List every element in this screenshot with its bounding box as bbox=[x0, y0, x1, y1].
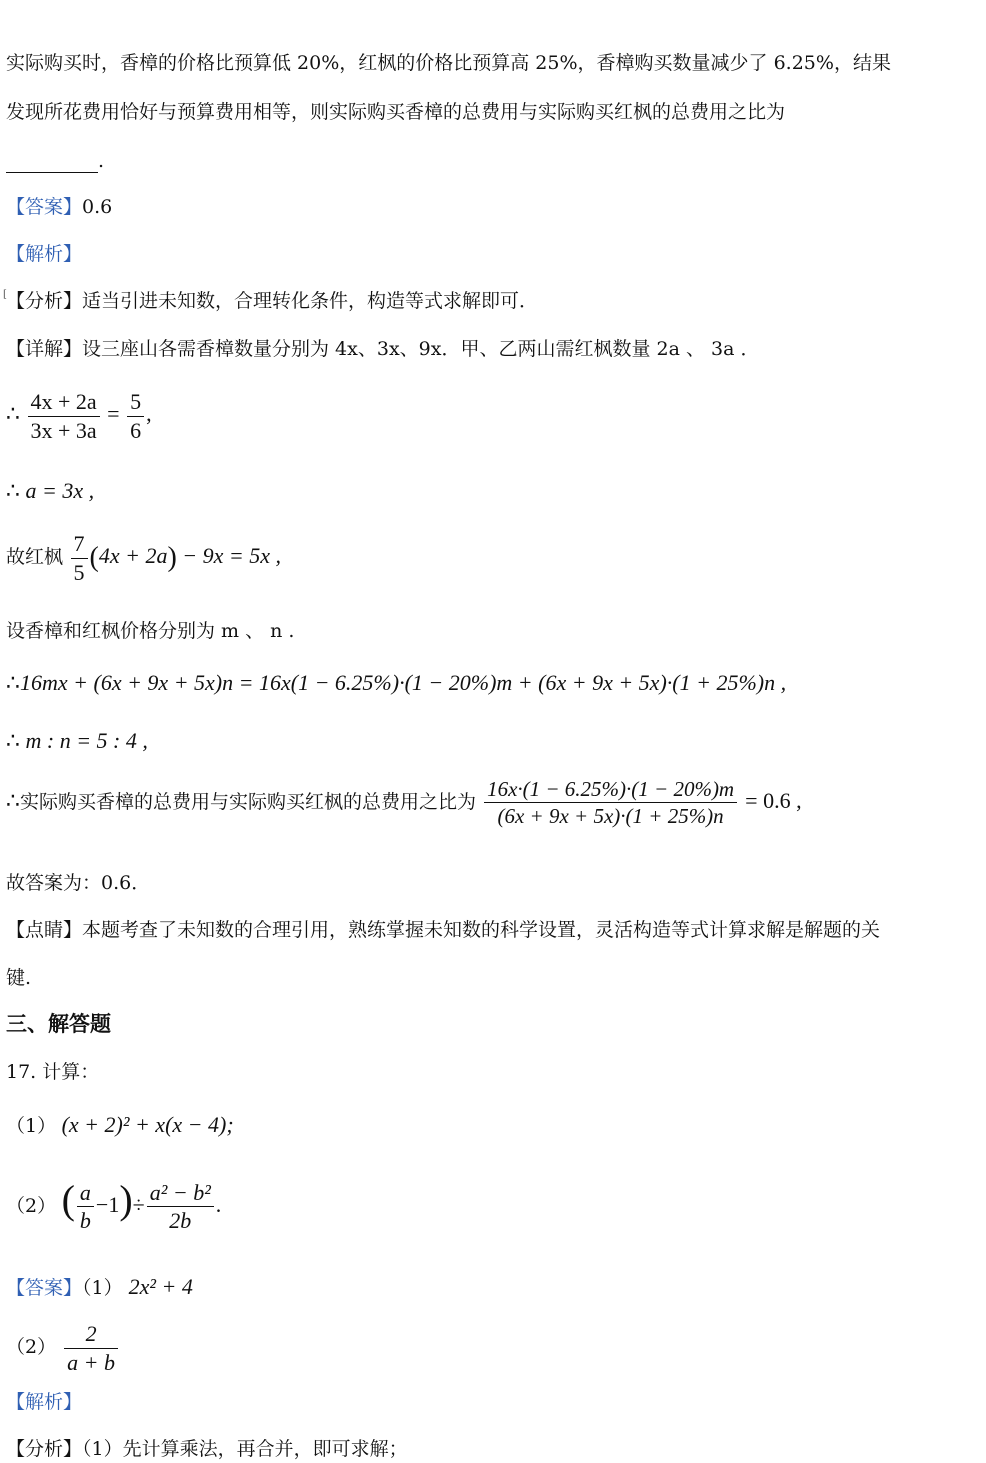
eq1-denominator: 3x + 3a bbox=[28, 416, 100, 445]
eq3-inner: 4x + 2a bbox=[98, 543, 168, 569]
xiangjie-text: 设三座山各需香樟数量分别为 4x、3x、9x．甲、乙两山需红枫数量 2a 、 3a ． bbox=[82, 338, 760, 360]
answer-blank bbox=[6, 156, 98, 173]
therefore-symbol: ∴ bbox=[6, 671, 20, 696]
section-title: 三、解答题 bbox=[6, 1012, 111, 1036]
answer-value: 0.6 bbox=[82, 196, 113, 218]
eq1-fraction-right bbox=[127, 388, 144, 444]
question-17-stem: 17. 计算： bbox=[6, 1061, 100, 1083]
part-2-end: . bbox=[215, 1192, 222, 1217]
question-17-part-2 bbox=[6, 1176, 221, 1235]
jiexi-17-tag: 【解析】 bbox=[6, 1391, 83, 1413]
paren-open: ( bbox=[89, 542, 99, 574]
paren-close: ) bbox=[167, 542, 177, 574]
eq1-equals: = bbox=[107, 401, 120, 427]
question-17-part-1 bbox=[6, 1112, 234, 1138]
xiangjie-row bbox=[6, 338, 759, 361]
therefore-symbol: ∴ bbox=[6, 788, 20, 814]
therefore-symbol: ∴ bbox=[6, 402, 20, 428]
eq3-prefix: 故红枫 bbox=[6, 546, 64, 569]
eq1-numerator: 4x + 2a bbox=[30, 389, 97, 414]
answer-row bbox=[6, 196, 112, 219]
answer-2-label: （2） bbox=[6, 1336, 57, 1358]
part-2-div: ÷ bbox=[132, 1192, 145, 1217]
eq3-tail: − 9x = 5x , bbox=[182, 543, 282, 569]
part-1-expr: (x + 2)² + x(x − 4); bbox=[61, 1112, 234, 1137]
eq3-denominator: 5 bbox=[71, 558, 88, 587]
xiangjie-tag: 【详解】 bbox=[6, 338, 83, 360]
eq6-prefix: 实际购买香樟的总费用与实际购买红枫的总费用之比为 bbox=[20, 790, 477, 813]
eq6-result: = 0.6 , bbox=[745, 787, 802, 813]
dianjing-tag: 【点睛】 bbox=[6, 919, 83, 941]
part-2-numerator: a² − b² bbox=[149, 1179, 211, 1205]
eq1-comma: , bbox=[146, 401, 152, 427]
eq4-expr: 16mx + (6x + 9x + 5x)n = 16x(1 − 6.25%)·(1 − 20%)m + (6x + 9x + 5x)·(1 + 25%)n , bbox=[20, 670, 787, 695]
paren-open: ( bbox=[61, 1177, 75, 1222]
eq5-expr: m : n = 5 : 4 , bbox=[25, 728, 148, 753]
answer-tag: 【答案】 bbox=[6, 196, 83, 218]
answer-2-denominator: a + b bbox=[64, 1348, 118, 1377]
part-2-fden: b bbox=[77, 1206, 94, 1235]
answer-blank-line bbox=[6, 150, 104, 173]
equation-5 bbox=[6, 728, 148, 755]
part-2-denominator: 2b bbox=[147, 1206, 214, 1235]
fenxi-17-tag: 【分析】 bbox=[6, 1438, 83, 1460]
set-prices-row: 设香樟和红枫价格分别为 m 、 n . bbox=[6, 620, 295, 642]
answer-1-expr: 2x² + 4 bbox=[128, 1274, 193, 1299]
part-2-fnum: a bbox=[79, 1179, 91, 1205]
therefore-symbol: ∴ bbox=[6, 729, 20, 754]
bracket-mark: [ bbox=[3, 289, 7, 300]
equation-1 bbox=[6, 388, 152, 444]
eq6-numerator: 16x·(1 − 6.25%)·(1 − 20%)m bbox=[487, 777, 735, 801]
fenxi-17-text: （1）先计算乘法，再合并，即可求解； bbox=[82, 1438, 408, 1460]
answer-1-label: （1） bbox=[82, 1277, 123, 1299]
answer-tag: 【答案】 bbox=[6, 1277, 83, 1299]
paren-close: ) bbox=[119, 1177, 133, 1222]
conclusion-row: 故答案为：0.6． bbox=[6, 872, 151, 894]
fenxi-17-row bbox=[6, 1438, 408, 1461]
part-2-minus: −1 bbox=[95, 1192, 120, 1217]
part-2-label: （2） bbox=[6, 1195, 57, 1217]
therefore-symbol: ∴ bbox=[6, 479, 20, 504]
problem-text-line-1: 实际购买时，香樟的价格比预算低 20%，红枫的价格比预算高 25%，香樟购买数量减少了 6.25%，结果 bbox=[6, 52, 891, 74]
fenxi-text: 适当引进未知数，合理转化条件，构造等式求解即可． bbox=[82, 290, 539, 312]
answer-17-part-2 bbox=[6, 1320, 120, 1376]
dianjing-row-2: 键. bbox=[6, 967, 32, 989]
equation-6 bbox=[6, 776, 802, 830]
equation-3 bbox=[6, 530, 281, 586]
part-1-label: （1） bbox=[6, 1115, 57, 1137]
eq3-fraction bbox=[71, 530, 88, 586]
answer-2-fraction bbox=[64, 1320, 118, 1376]
eq6-fraction bbox=[484, 776, 737, 830]
eq3-numerator: 7 bbox=[73, 531, 85, 556]
dianjing-text: 本题考查了未知数的合理引用，熟练掌握未知数的科学设置，灵活构造等式计算求解是解题的关 bbox=[82, 919, 881, 941]
dianjing-row bbox=[6, 919, 880, 942]
eq1-right-numerator: 5 bbox=[130, 389, 142, 414]
answer-17-row bbox=[6, 1274, 193, 1300]
blank-period: . bbox=[98, 150, 105, 172]
part-2-fraction bbox=[147, 1179, 214, 1235]
eq6-denominator: (6x + 9x + 5x)·(1 + 25%)n bbox=[484, 802, 737, 829]
part-2-fraction-a-b bbox=[77, 1179, 94, 1235]
eq1-fraction-left bbox=[28, 388, 100, 444]
equation-2 bbox=[6, 478, 94, 505]
fenxi-row bbox=[6, 290, 538, 313]
jiexi-tag: 【解析】 bbox=[6, 243, 83, 265]
answer-2-numerator: 2 bbox=[85, 1321, 97, 1346]
fenxi-tag: 【分析】 bbox=[6, 290, 83, 312]
eq2-expr: a = 3x , bbox=[25, 478, 95, 503]
equation-4 bbox=[6, 670, 786, 697]
eq1-right-denominator: 6 bbox=[127, 416, 144, 445]
problem-text-line-2: 发现所花费用恰好与预算费用相等，则实际购买香樟的总费用与实际购买红枫的总费用之比为 bbox=[6, 101, 786, 123]
